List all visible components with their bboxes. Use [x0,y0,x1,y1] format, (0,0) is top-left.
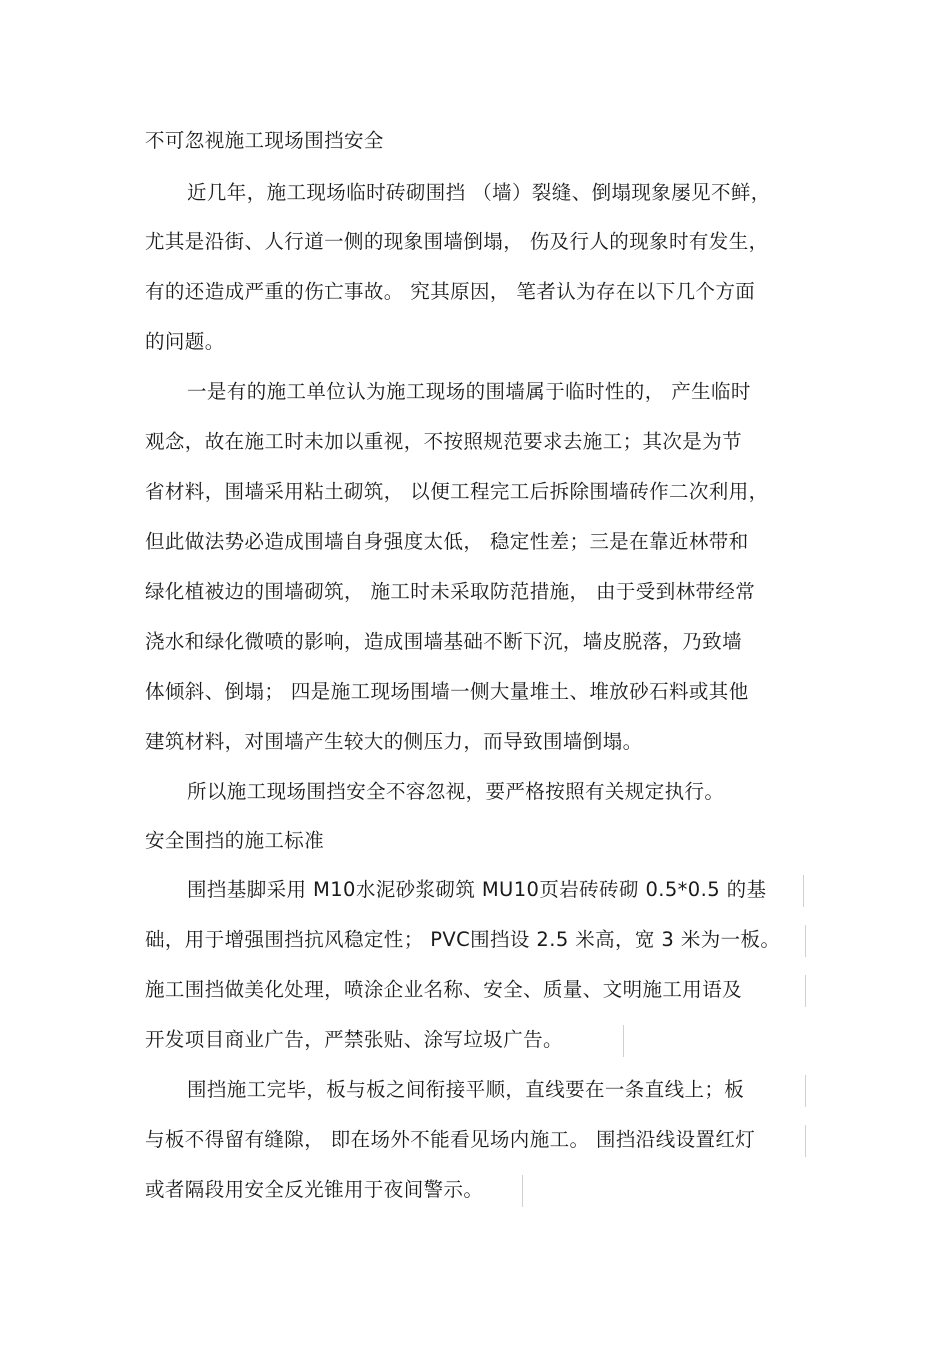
paragraph-line: 有的还造成严重的伤亡事故。 究其原因， 笔者认为存在以下几个方面 [145,280,756,303]
paragraph-line: 与板不得留有缝隙， 即在场外不能看见场内施工。 围挡沿线设置红灯 [145,1128,756,1151]
paragraph-line: 开发项目商业广告，严禁张贴、涂写垃圾广告。 [145,1028,563,1051]
section-subtitle: 安全围挡的施工标准 [145,829,325,852]
paragraph-line: 建筑材料，对围墙产生较大的侧压力，而导致围墙倒塌。 [145,730,643,753]
text-box-edge [805,975,806,1007]
paragraph-line: 一是有的施工单位认为施工现场的围墙属于临时性的， 产生临时 [187,380,751,403]
paragraph-line: 所以施工现场围挡安全不容忽视，要严格按照有关规定执行。 [187,780,725,803]
paragraph-line: 观念，故在施工时未加以重视，不按照规范要求去施工；其次是为节 [145,430,743,453]
text-box-edge [803,875,804,907]
text-box-edge [522,1175,523,1207]
paragraph-line: 础，用于增强围挡抗风稳定性； PVC围挡设 2.5 米高，宽 3 米为一板。 [145,928,781,951]
paragraph-line: 的问题。 [145,330,225,353]
paragraph-line: 围挡施工完毕，板与板之间衔接平顺，直线要在一条直线上；板 [187,1078,745,1101]
paragraph-line: 体倾斜、倒塌； 四是施工现场围墙一侧大量堆土、堆放砂石料或其他 [145,680,749,703]
paragraph-line: 但此做法势必造成围墙自身强度太低， 稳定性差；三是在靠近林带和 [145,530,749,553]
paragraph-line: 浇水和绿化微喷的影响，造成围墙基础不断下沉，墙皮脱落，乃致墙 [145,630,743,653]
text-box-edge [623,1025,624,1057]
paragraph-line: 或者隔段用安全反光锥用于夜间警示。 [145,1178,484,1201]
document-title: 不可忽视施工现场围挡安全 [145,129,384,152]
text-box-edge [805,1075,806,1107]
paragraph-line: 近几年，施工现场临时砖砌围挡 （墙）裂缝、倒塌现象屡见不鲜， [187,181,771,204]
paragraph-line: 围挡基脚采用 M10水泥砂浆砌筑 MU10页岩砖砖砌 0.5*0.5 的基 [187,878,767,901]
paragraph-line: 施工围挡做美化处理，喷涂企业名称、安全、质量、文明施工用语及 [145,978,743,1001]
text-box-edge [805,1125,806,1157]
paragraph-line: 绿化植被边的围墙砌筑， 施工时未采取防范措施， 由于受到林带经常 [145,580,756,603]
paragraph-line: 省材料，围墙采用粘土砌筑， 以便工程完工后拆除围墙砖作二次利用， [145,480,769,503]
text-box-edge [805,925,806,957]
paragraph-line: 尤其是沿街、人行道一侧的现象围墙倒塌， 伤及行人的现象时有发生， [145,230,769,253]
